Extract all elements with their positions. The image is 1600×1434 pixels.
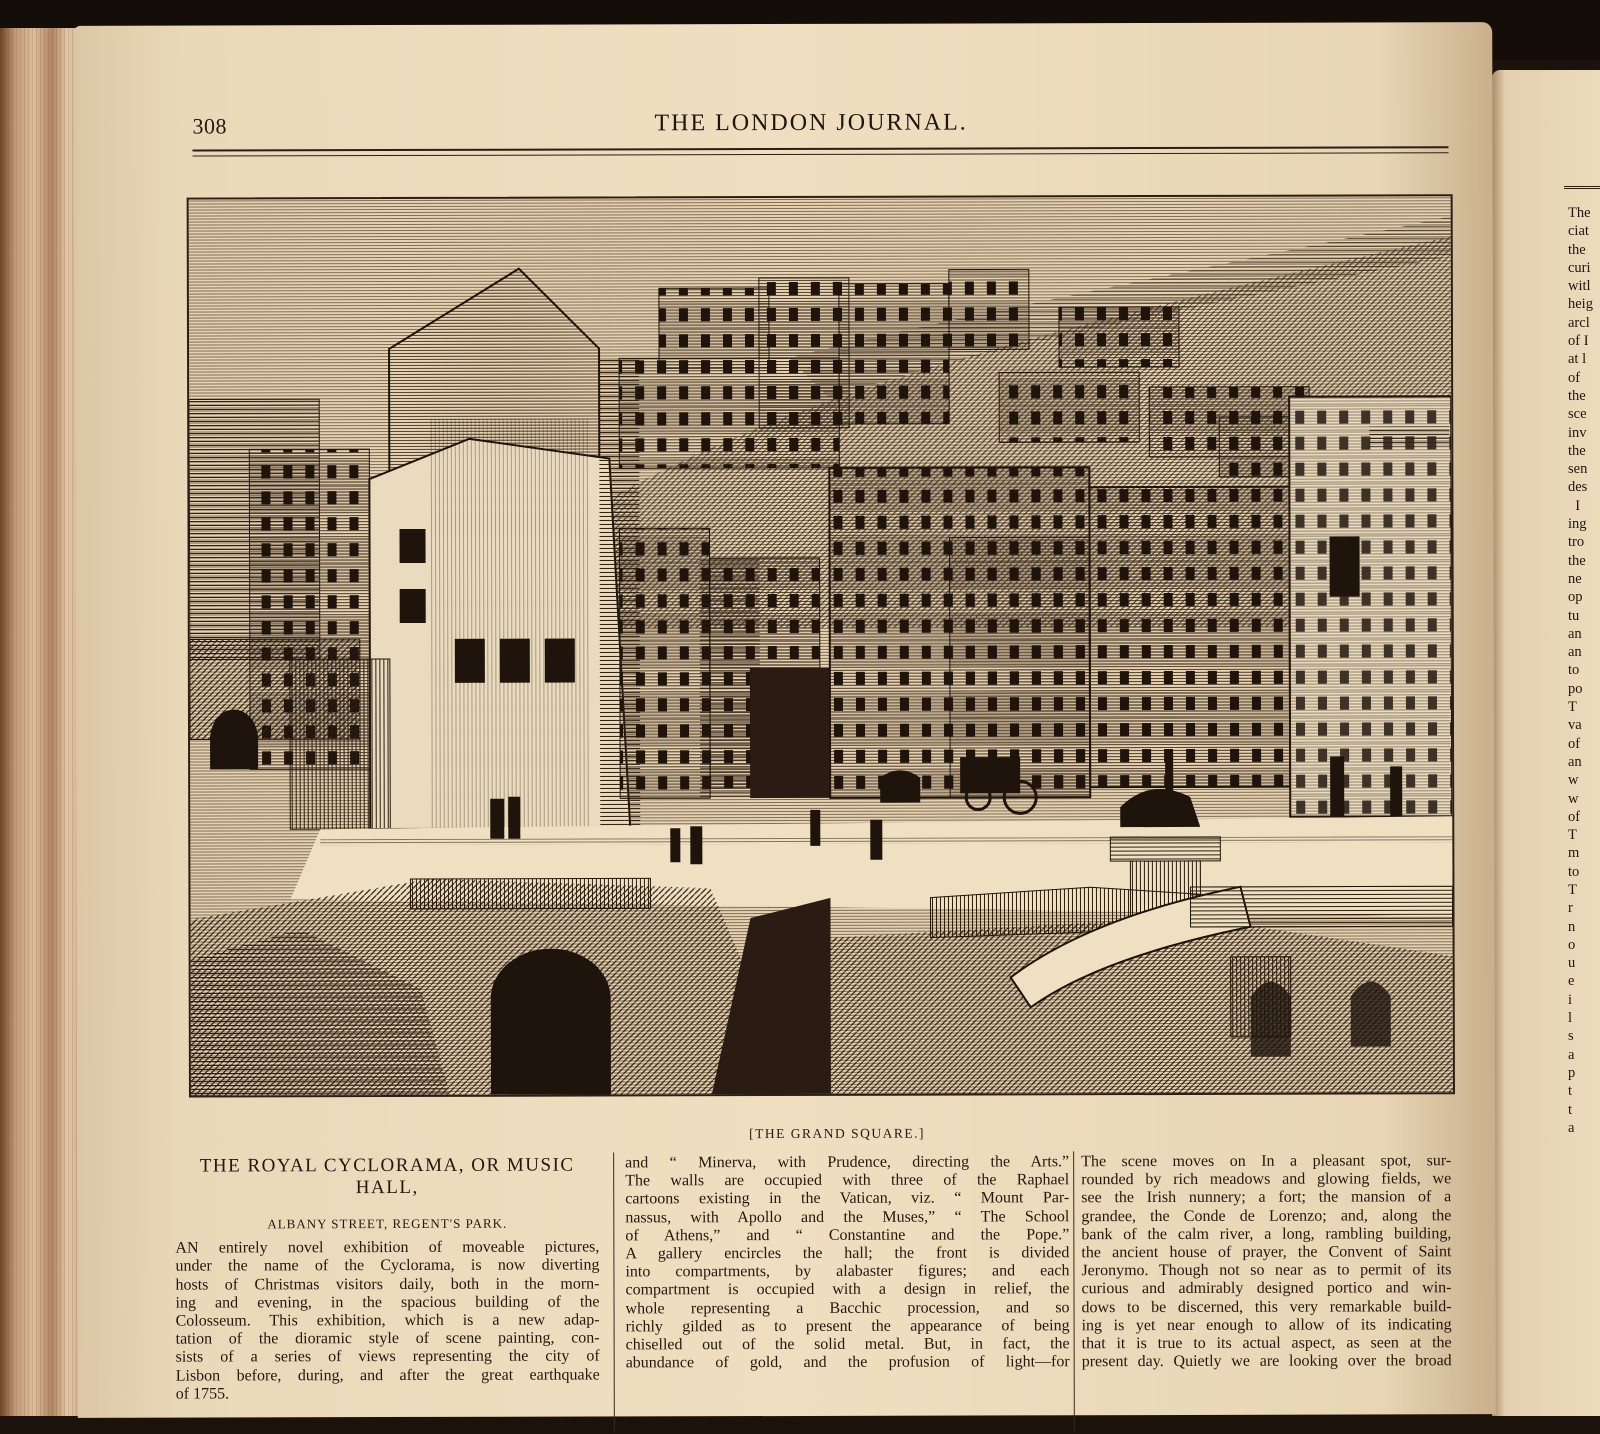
- text-line: under the name of the Cyclorama, is now diverting: [175, 1256, 600, 1276]
- column-divider: [1073, 1151, 1075, 1431]
- article-column-3: [1081, 1152, 1452, 1371]
- text-line: whole representing a Bacchic procession, and so: [625, 1298, 1070, 1318]
- text-line: AN entirely novel exhibition of moveable pictures,: [175, 1238, 600, 1257]
- text-line: ing is yet near enough to allow of its indicating: [1081, 1316, 1452, 1335]
- article-column-2: [625, 1153, 1070, 1373]
- article-column-1: [175, 1154, 600, 1403]
- text-line: chiselled out of the solid metal. But, in fact, the: [625, 1335, 1070, 1354]
- text-line: Colosseum. This exhibition, which is a new adap-: [175, 1311, 600, 1330]
- text-line: the ancient house of prayer, the Convent of Saint: [1081, 1243, 1452, 1262]
- text-line: nassus, with Apollo and the Muses,” “ The School: [625, 1207, 1070, 1227]
- text-line: see the Irish nunnery; a fort; the mansion of a: [1081, 1188, 1452, 1207]
- text-line: that it is true to its actual aspect, as seen at the: [1081, 1334, 1452, 1353]
- article-title-line-2: HALL,: [355, 1176, 419, 1199]
- header-rule: [193, 146, 1449, 156]
- text-line: into compartments, by alabaster figures; and each: [625, 1262, 1070, 1281]
- text-line: ing and evening, in the spacious building of the: [175, 1293, 600, 1312]
- book-page-edges-left: [0, 28, 84, 1416]
- column-divider: [613, 1152, 615, 1432]
- engraving-illustration: [189, 196, 1453, 1095]
- text-line: curious and admirably designed portico and win-: [1081, 1279, 1452, 1298]
- next-page: [1492, 70, 1600, 1416]
- journal-title: THE LONDON JOURNAL.: [654, 109, 968, 137]
- text-line: sists of a series of views representing the city of: [175, 1347, 600, 1367]
- text-line: cartoons existing in the Vatican, viz. “ Mount Par-: [625, 1189, 1070, 1208]
- article-subtitle: ALBANY STREET, REGENT'S PARK.: [267, 1215, 508, 1232]
- next-page-text-fragment: The ciat the curi witl heig arcl of I at l of the sce inv the sen des I ing tro the ne op tu an an to po T va of an w w of T m to T r n o u e i l s a p t t a: [1568, 205, 1593, 1136]
- text-line: bank of the calm river, a long, rambling building,: [1081, 1225, 1452, 1244]
- text-line: The scene moves on In a pleasant spot, sur-: [1081, 1152, 1452, 1171]
- article-title: [175, 1154, 599, 1199]
- journal-page: [74, 22, 1496, 1418]
- text-line: abundance of gold, and the profusion of light—for: [625, 1353, 1070, 1372]
- next-page-header-rule: [1564, 186, 1600, 189]
- text-line: The walls are occupied with three of the Raphael: [625, 1171, 1070, 1190]
- engraving-grand-square: [187, 194, 1455, 1097]
- text-line: of Athens,” and “ Constantine and the Pope.”: [625, 1226, 1070, 1245]
- text-line: rounded by rich meadows and glowing fields, we: [1081, 1170, 1452, 1189]
- page-number: 308: [192, 113, 227, 139]
- text-line: present day. Quietly we are looking over the broad: [1081, 1352, 1452, 1371]
- text-line: and “ Minerva, with Prudence, directing the Arts.”: [625, 1153, 1070, 1172]
- article-title-line-1: THE ROYAL CYCLORAMA, OR MUSIC: [199, 1154, 575, 1177]
- illustration-caption: [THE GRAND SQUARE.]: [749, 1125, 925, 1142]
- text-line: dows to be discerned, this very remarkable build-: [1081, 1297, 1452, 1316]
- text-line: grandee, the Conde de Lorenzo; and, along the: [1081, 1206, 1452, 1225]
- text-line: A gallery encircles the hall; the front is divided: [625, 1244, 1070, 1263]
- text-line: hosts of Christmas visitors daily, both in the morn-: [175, 1275, 600, 1294]
- text-line: Lisbon before, during, and after the great earthquake: [175, 1366, 600, 1385]
- text-line: compartment is occupied with a design in relief, the: [625, 1280, 1070, 1299]
- text-line: richly gilded as to present the appearance of being: [625, 1317, 1070, 1336]
- text-line: of 1755.: [175, 1385, 230, 1403]
- text-line: tation of the dioramic style of scene painting, con-: [175, 1329, 600, 1348]
- text-line: Jeronymo. Though not so near as to permit of its: [1081, 1261, 1452, 1280]
